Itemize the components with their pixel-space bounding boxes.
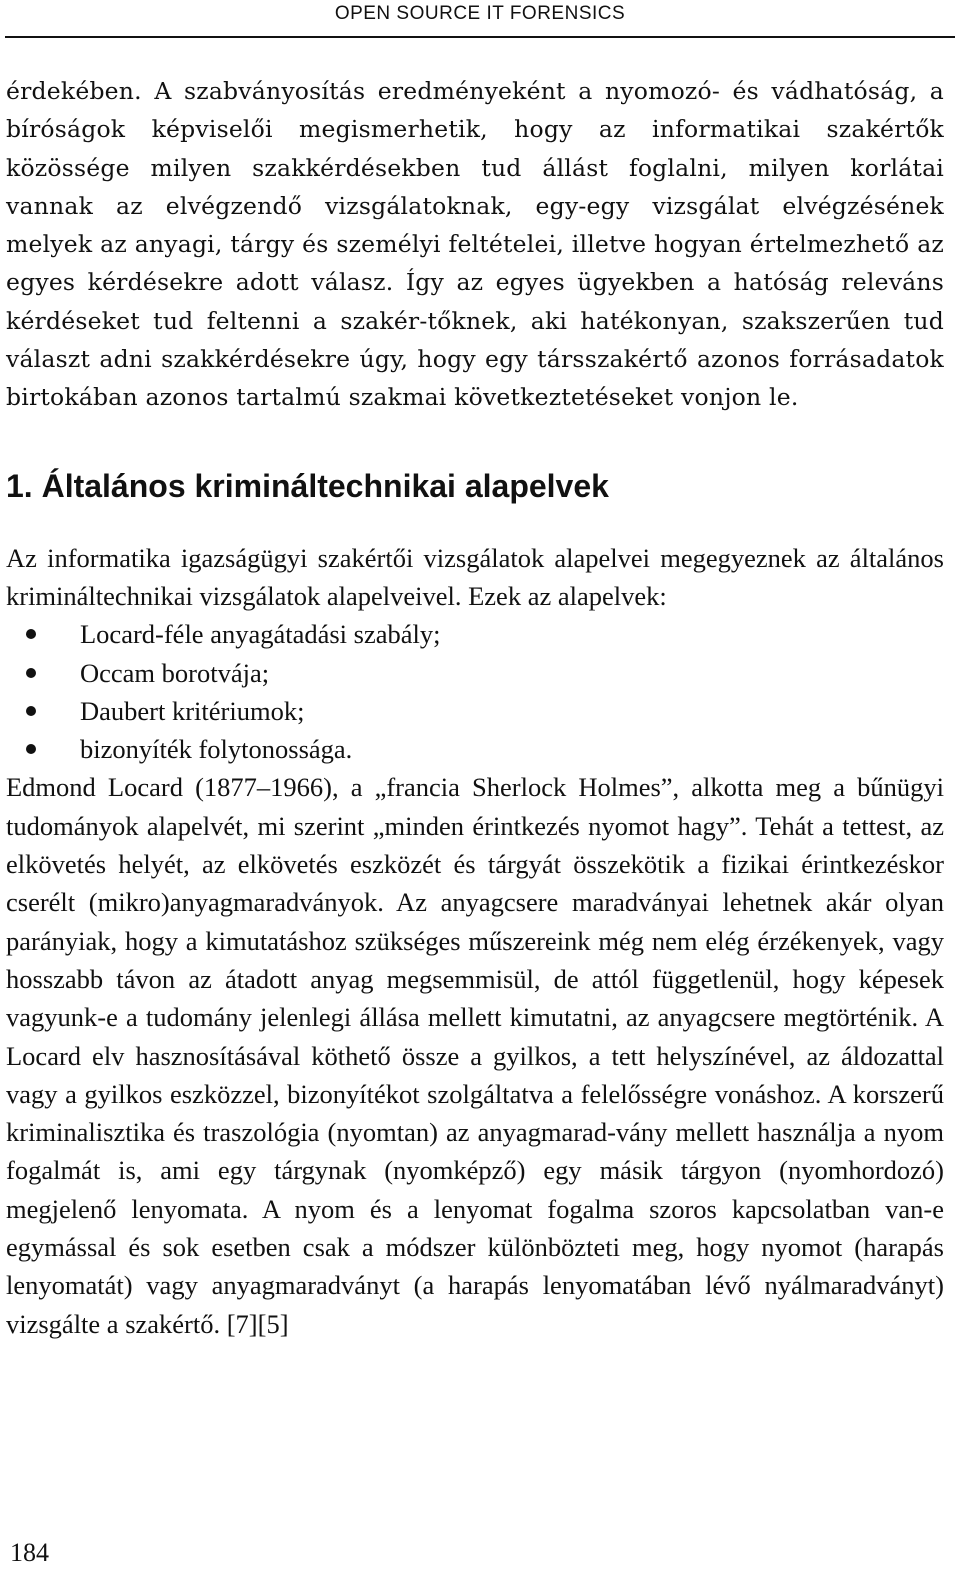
list-item-text: Daubert kritériumok; — [80, 695, 305, 726]
page-content — [6, 72, 944, 1343]
list-item-text: Locard-féle anyagátadási szabály; — [80, 619, 441, 650]
bullet-icon — [26, 744, 36, 754]
list-item — [6, 615, 944, 653]
bullet-icon — [26, 706, 36, 716]
list-item — [6, 692, 944, 730]
list-item — [6, 654, 944, 692]
running-header-text: OPEN SOURCE IT FORENSICS — [334, 3, 626, 24]
list-item-text: bizonyíték folytonossága. — [80, 734, 353, 765]
list-item-text: Occam borotvája; — [80, 657, 270, 688]
page-number: 184 — [10, 1538, 49, 1567]
list-item — [6, 730, 944, 768]
bullet-icon — [26, 629, 36, 639]
intro-paragraph: Az informatika igazságügyi szakértői vizsgálatok alapelvei megegyeznek az általános krimináltechnikai vizsgálatok alapelveivel. Ezek az alapelvek: — [6, 542, 944, 611]
section-heading: 1. Általános krimináltechnikai alapelvek — [6, 467, 609, 504]
opening-paragraph: érdekében. A szabványosítás eredményeként a nyomozó- és vádhatóság, a bíróságok képviselői megismerhetik, hogy az informatikai szakértők közössége milyen szakkérdésekben tud állást foglalni, milyen korlátai vannak az elvégzendő vizsgálatoknak, egy-egy vizsgálat elvégzésének melyek az anyagi, tárgy és személyi feltételei, illetve hogyan értelmezhető az egyes kérdésekre adott válasz. Így az egyes ügyekben a hatóság releváns kérdéseket tud feltenni a szakér-tőknek, aki hatékonyan, szakszerűen tud választ adni szakkérdésekre úgy, hogy egy társszakértő azonos forrásadatok birtokában azonos tartalmú szakmai következtetéseket vonjon le. — [6, 77, 944, 412]
header-rule — [5, 36, 955, 38]
bullet-icon — [26, 668, 36, 678]
locard-paragraph: Edmond Locard (1877–1966), a „francia Sherlock Holmes”, alkotta meg a bűnügyi tudományok alapelvét, mi szerint „minden érintkezés nyomot hagy”. Tehát a tettest, az elkövetés helyét, az elkövetés eszközét és tárgyát összekötik a fizikai érintkezéskor cserélt (mikro)anyagmaradványok. Az anyagcsere maradványai lehetnek akár olyan parányiak, hogy a kimutatáshoz szükséges műszereink még nem elég érzékenyek, vagy hosszabb távon az átadott anyag megsemmisül, de attól függetlenül, hogy képesek vagyunk-e a tudomány jelenlegi állása mellett kimutatni, az anyagcsere megtörténik. A Locard elv hasznosításával köthető össze a gyilkos, a tett helyszínével, az áldozattal vagy a gyilkos eszközzel, bizonyítékot szolgáltatva a felelősségre vonáshoz. A korszerű kriminalisztika és traszológia (nyomtan) az anyagmarad-vány mellett használja a nyom fogalmát is, ami egy tárgynak (nyomképző) egy másik tárgyon (nyomhordozó) megjelenő lenyomata. A nyom és a lenyomat fogalma szoros kapcsolatban van-e egymással és sok esetben csak a módszer különbözteti meg, hogy nyomot (harapás lenyomatát) vagy anyagmaradványt (a harapás lenyomatában lévő nyálmaradványt) vizsgálte a szakértő. [7][5] — [6, 772, 944, 1339]
running-header — [0, 0, 960, 34]
principles-list — [6, 615, 944, 768]
